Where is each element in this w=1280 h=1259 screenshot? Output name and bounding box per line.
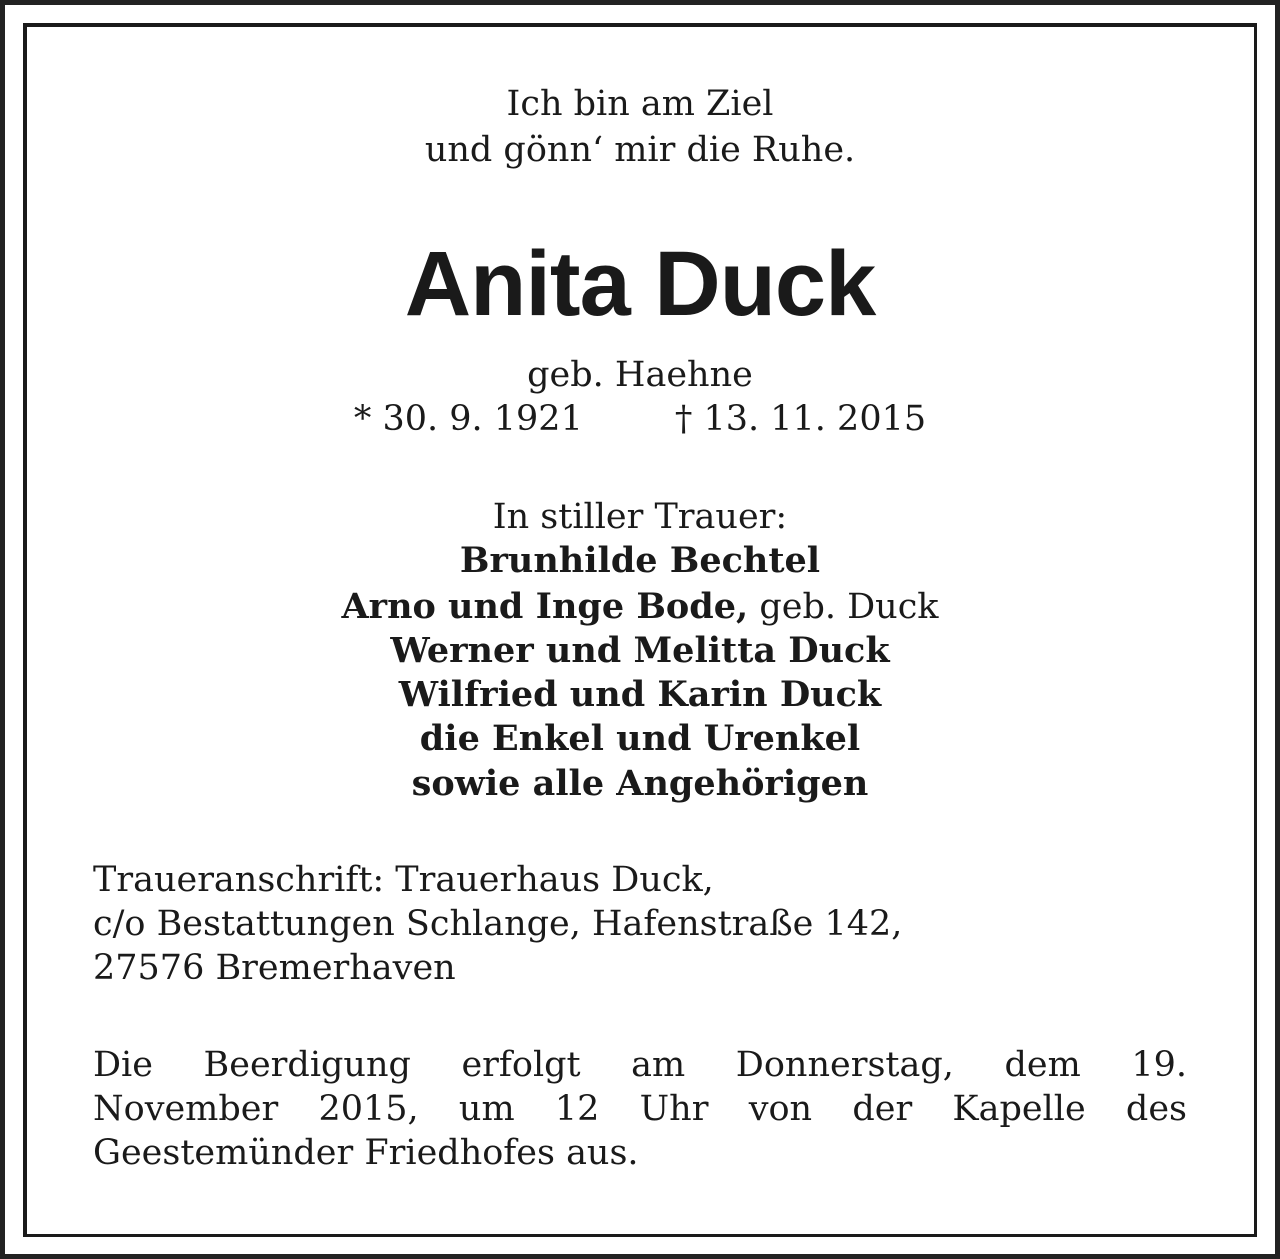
motto-line-2: und gönn‘ mir die Ruhe. (424, 130, 856, 170)
mourning-intro: In stiller Trauer: (492, 497, 788, 537)
funeral-info (93, 1043, 1187, 1175)
funeral-line-1: Die Beerdigung erfolgt am Donnerstag, dem 19. (93, 1045, 1187, 1085)
mourner-line: Wilfried und Karin Duck (398, 674, 882, 715)
motto-line-1: Ich bin am Ziel (506, 84, 774, 124)
deceased-name: Anita Duck (404, 233, 876, 335)
mourner-line: Werner und Melitta Duck (390, 630, 890, 671)
address-line-3: 27576 Bremerhaven (93, 948, 456, 988)
mourning-address (93, 858, 1187, 990)
mourner-line: Arno und Inge Bode, geb. Duck (341, 586, 939, 627)
address-line-1: Traueranschrift: Trauerhaus Duck, (93, 860, 714, 900)
death-date: † 13. 11. 2015 (674, 399, 927, 439)
funeral-line-3: Geestemünder Friedhofes aus. (93, 1133, 639, 1173)
life-dates (0, 399, 1280, 439)
address-line-2: c/o Bestattungen Schlange, Hafenstraße 142, (93, 904, 903, 944)
mourner-line: Brunhilde Bechtel (459, 540, 821, 581)
mourner-line: sowie alle Angehörigen (411, 763, 869, 804)
mourner-line: die Enkel und Urenkel (419, 718, 861, 759)
birth-date: * 30. 9. 1921 (353, 399, 583, 439)
birth-name: geb. Haehne (527, 355, 753, 395)
funeral-line-2: November 2015, um 12 Uhr von der Kapelle des (93, 1089, 1187, 1129)
